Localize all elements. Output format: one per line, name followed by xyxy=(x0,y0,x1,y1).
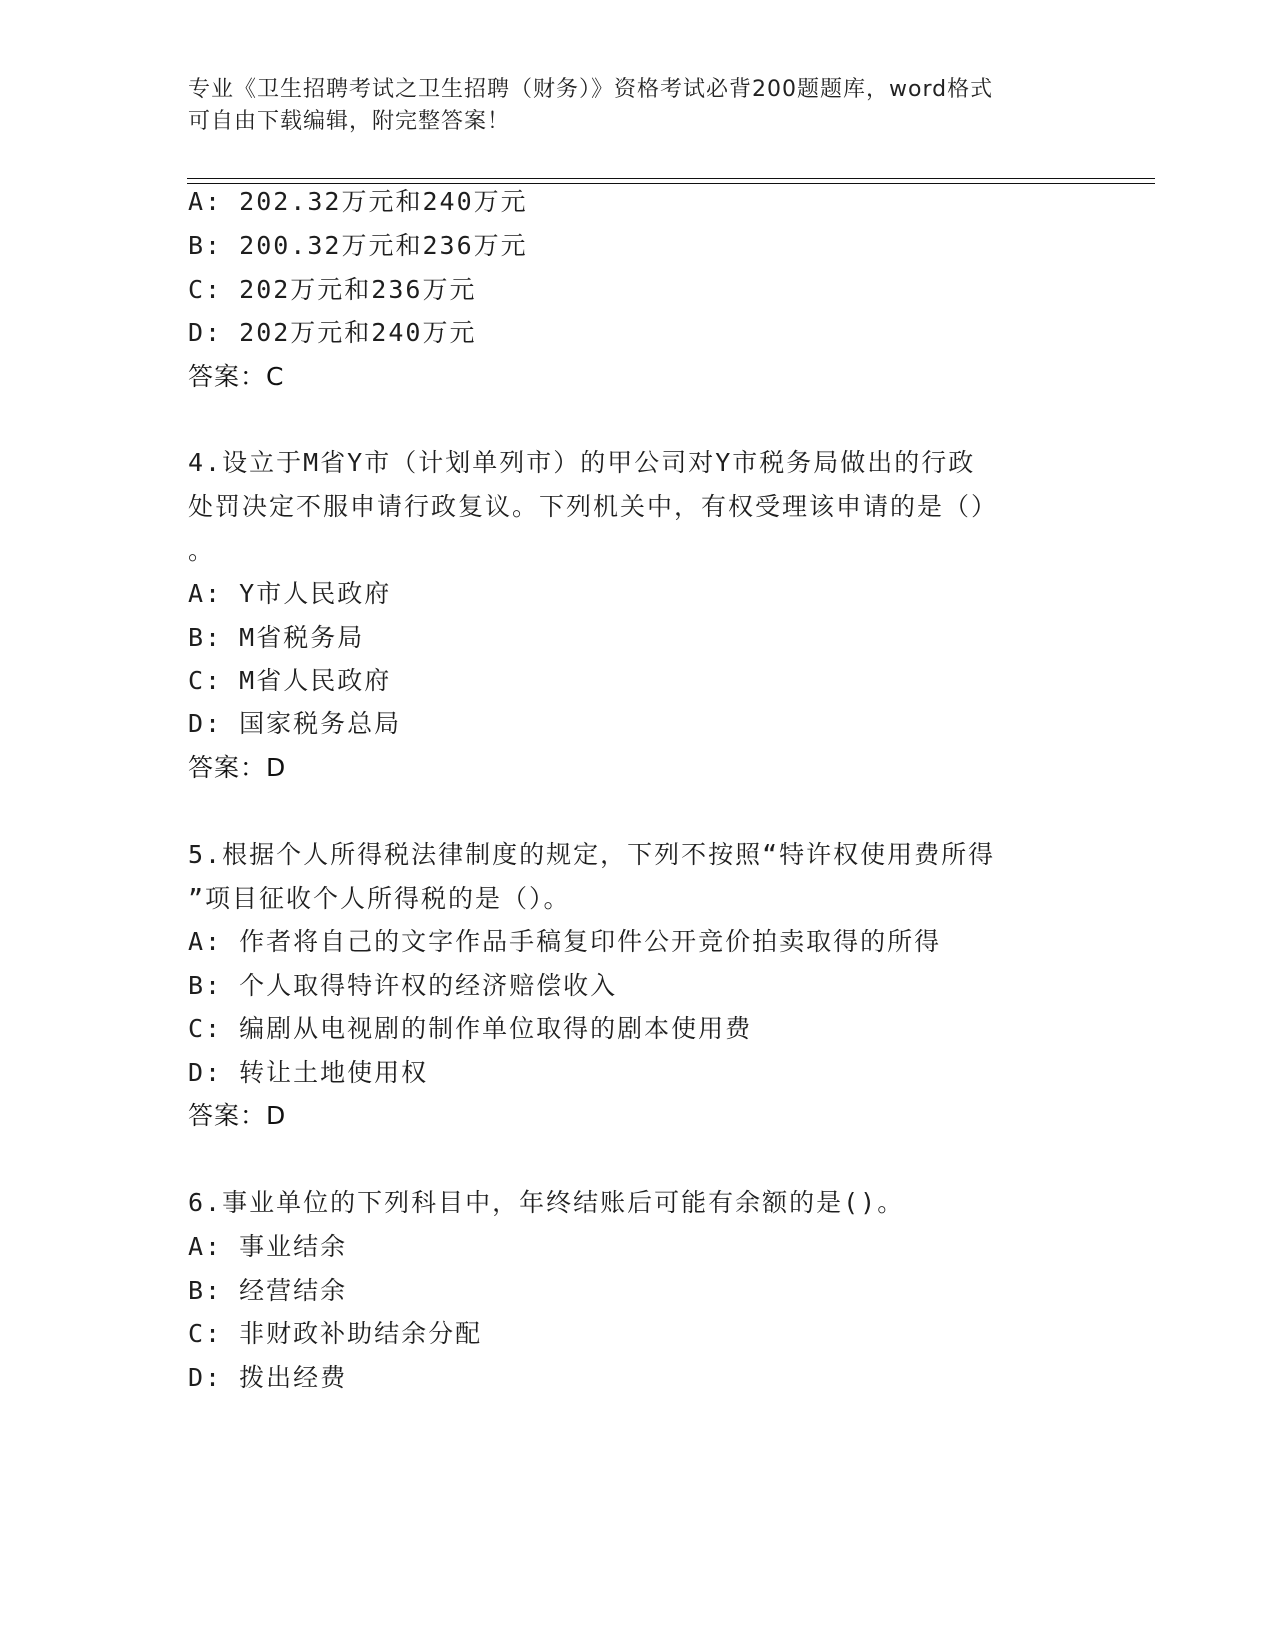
q5-stem-line-1: 5.根据个人所得税法律制度的规定，下列不按照“特许权使用费所得 xyxy=(188,840,996,869)
q6-option-d: D: 拨出经费 xyxy=(188,1363,348,1392)
header-line-2: 可自由下载编辑，附完整答案！ xyxy=(188,109,511,134)
q3-answer: 答案：C xyxy=(188,362,285,391)
header-line-1: 专业《卫生招聘考试之卫生招聘（财务）》资格考试必背200题题库，word格式 xyxy=(188,77,994,102)
document-header xyxy=(188,74,1088,138)
q5-option-a: A: 作者将自己的文字作品手稿复印件公开竞价拍卖取得的所得 xyxy=(188,927,942,956)
q3-option-a: A: 202.32万元和240万元 xyxy=(188,187,528,216)
q4-option-a: A: Y市人民政府 xyxy=(188,579,392,608)
q5-option-b: B: 个人取得特许权的经济赔偿收入 xyxy=(188,971,618,1000)
q4-stem-line-1: 4.设立于M省Y市（计划单列市）的甲公司对Y市税务局做出的行政 xyxy=(188,448,976,477)
q5-option-c: C: 编剧从电视剧的制作单位取得的剧本使用费 xyxy=(188,1014,753,1043)
q3-option-d: D: 202万元和240万元 xyxy=(188,318,477,347)
q4-stem-line-2: 处罚决定不服申请行政复议。下列机关中，有权受理该申请的是（） xyxy=(188,492,999,521)
q5-stem-line-2: ”项目征收个人所得税的是（）。 xyxy=(188,884,571,913)
q3-option-b: B: 200.32万元和236万元 xyxy=(188,231,528,260)
q4-option-c: C: M省人民政府 xyxy=(188,666,392,695)
q5-option-d: D: 转让土地使用权 xyxy=(188,1058,429,1087)
header-divider-bottom xyxy=(187,183,1155,184)
q4-stem-line-3: 。 xyxy=(188,536,216,565)
q4-option-b: B: M省税务局 xyxy=(188,623,365,652)
q6-option-a: A: 事业结余 xyxy=(188,1232,348,1261)
q5-answer: 答案：D xyxy=(188,1101,287,1130)
header-divider-top xyxy=(187,178,1155,179)
q6-option-b: B: 经营结余 xyxy=(188,1276,348,1305)
q6-stem-line-1: 6.事业单位的下列科目中，年终结账后可能有余额的是()。 xyxy=(188,1188,905,1217)
q3-option-c: C: 202万元和236万元 xyxy=(188,275,477,304)
q6-option-c: C: 非财政补助结余分配 xyxy=(188,1319,483,1348)
q4-option-d: D: 国家税务总局 xyxy=(188,709,402,738)
q4-answer: 答案：D xyxy=(188,753,287,782)
